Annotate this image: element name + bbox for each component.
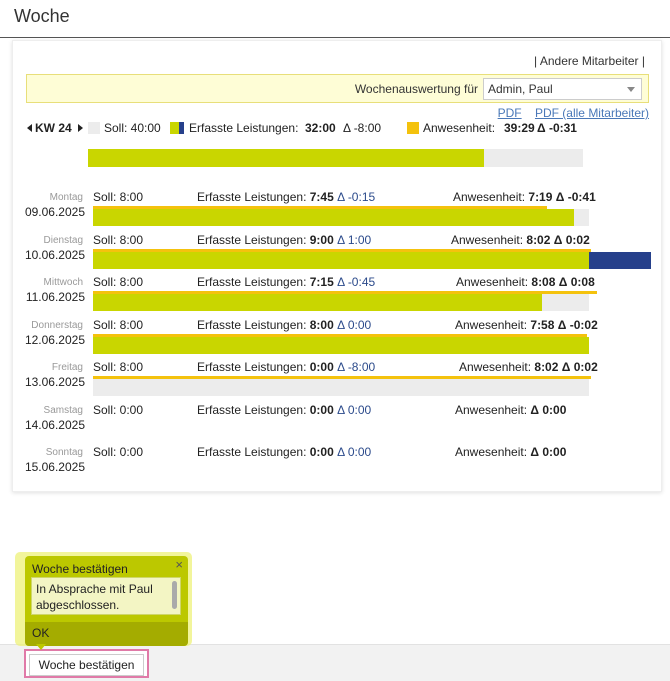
day-erfasst xyxy=(197,233,371,247)
day-bar-fill xyxy=(93,209,574,226)
day-erfasst-label: Erfasste Leistungen: xyxy=(197,275,307,289)
comment-text: In Absprache mit Paul abgeschlossen. xyxy=(36,582,153,612)
day-anwesenheit xyxy=(455,445,566,459)
day-soll: Soll: 0:00 xyxy=(93,445,144,459)
week-erfasst-delta: Δ -8:00 xyxy=(343,121,382,135)
week-erfasst-label: Erfasste Leistungen: xyxy=(189,121,299,135)
day-date: 09.06.2025 xyxy=(24,205,85,219)
day-anwesenheit xyxy=(459,360,598,374)
day-name: Samstag xyxy=(43,404,83,416)
day-row xyxy=(13,271,663,313)
week-summary xyxy=(27,121,657,137)
day-anwesenheit xyxy=(455,318,598,332)
day-erfasst xyxy=(197,275,375,289)
day-date: 13.06.2025 xyxy=(24,375,85,389)
day-name: Sonntag xyxy=(45,447,83,458)
presence-swatch-icon xyxy=(407,122,419,134)
day-anw-delta: Δ -0:02 xyxy=(557,317,598,332)
day-erfasst-value: 9:00 xyxy=(309,232,334,247)
day-date: 12.06.2025 xyxy=(24,332,85,347)
pdf-links xyxy=(488,106,649,120)
day-anwesenheit xyxy=(455,403,566,417)
day-date: 14.06.2025 xyxy=(24,417,85,432)
day-erfasst xyxy=(197,403,371,417)
week-progress-fill xyxy=(88,149,484,167)
day-anw-value: 7:58 xyxy=(530,317,555,332)
day-date: 10.06.2025 xyxy=(24,247,85,262)
day-anw-value: 8:02 xyxy=(534,360,559,374)
day-erfasst-value: 7:45 xyxy=(309,190,334,204)
day-anw-delta: Δ -0:41 xyxy=(555,190,596,204)
day-bar-fill xyxy=(93,294,542,311)
day-erfasst-delta: Δ -8:00 xyxy=(337,360,376,374)
confirm-popup xyxy=(25,556,188,646)
day-bar-fill xyxy=(93,337,589,354)
day-row xyxy=(13,399,663,441)
day-anwesenheit xyxy=(451,233,590,247)
day-soll: Soll: 8:00 xyxy=(93,232,144,247)
close-icon[interactable]: × xyxy=(175,557,183,572)
day-presence-line xyxy=(93,249,591,252)
day-erfasst-delta: Δ 0:00 xyxy=(337,317,372,332)
day-erfasst xyxy=(197,190,375,204)
day-anw-delta: Δ 0:02 xyxy=(561,360,598,374)
week-erfasst-value: 32:00 xyxy=(305,121,336,135)
day-erfasst-delta: Δ -0:45 xyxy=(337,275,376,289)
day-erfasst-label: Erfasste Leistungen: xyxy=(197,402,307,417)
other-employees-link[interactable]: | Andere Mitarbeiter | xyxy=(534,54,645,68)
day-erfasst-label: Erfasste Leistungen: xyxy=(197,317,307,332)
day-erfasst-label: Erfasste Leistungen: xyxy=(197,445,307,459)
select-label: Wochenauswertung für xyxy=(354,82,478,96)
day-anw-label: Anwesenheit: xyxy=(455,402,528,417)
day-bar-background xyxy=(93,379,589,396)
day-bar-fill xyxy=(93,252,589,269)
day-erfasst xyxy=(197,318,371,332)
soll-swatch-icon xyxy=(88,122,100,134)
day-erfasst-value: 0:00 xyxy=(309,445,334,459)
scrollbar[interactable] xyxy=(172,581,177,609)
day-row xyxy=(13,186,663,228)
pdf-link[interactable]: PDF xyxy=(497,106,522,120)
day-anw-label: Anwesenheit: xyxy=(455,445,528,459)
day-row xyxy=(13,314,663,356)
day-name: Montag xyxy=(49,192,83,203)
day-anw-value: 8:08 xyxy=(531,275,556,289)
popup-title: Woche bestätigen xyxy=(32,562,128,576)
day-soll: Soll: 8:00 xyxy=(93,275,144,289)
week-anw-value: 39:29 xyxy=(504,121,535,135)
week-soll: Soll: 40:00 xyxy=(104,121,161,135)
day-anw-label: Anwesenheit: xyxy=(459,360,532,374)
chevron-down-icon xyxy=(627,87,635,92)
day-erfasst-label: Erfasste Leistungen: xyxy=(197,190,307,204)
confirm-week-label: Woche bestätigen xyxy=(29,654,144,676)
day-anw-label: Anwesenheit: xyxy=(451,232,524,247)
day-soll: Soll: 0:00 xyxy=(93,402,144,417)
day-anw-delta: Δ 0:00 xyxy=(530,445,567,459)
day-date: 15.06.2025 xyxy=(24,460,85,474)
day-anw-delta: Δ 0:02 xyxy=(553,232,590,247)
day-anw-label: Anwesenheit: xyxy=(456,275,529,289)
day-anw-delta: Δ 0:08 xyxy=(558,275,595,289)
week-number: KW 24 xyxy=(35,121,72,135)
day-erfasst-label: Erfasste Leistungen: xyxy=(197,232,307,247)
day-anw-label: Anwesenheit: xyxy=(453,190,526,204)
day-name: Freitag xyxy=(51,362,83,373)
employee-select[interactable] xyxy=(483,78,642,100)
prev-week-icon[interactable] xyxy=(27,124,32,132)
day-row xyxy=(13,229,663,271)
day-bar-overtime xyxy=(589,252,651,269)
page-title: Woche xyxy=(14,6,70,26)
day-erfasst xyxy=(197,445,371,459)
day-erfasst-value: 0:00 xyxy=(309,360,334,374)
pdf-all-link[interactable]: PDF (alle Mitarbeiter) xyxy=(534,106,649,120)
day-name: Dienstag xyxy=(43,234,83,246)
day-erfasst-value: 0:00 xyxy=(309,402,334,417)
day-erfasst-delta: Δ 1:00 xyxy=(337,232,372,247)
day-presence-line xyxy=(93,334,587,337)
day-anw-delta: Δ 0:00 xyxy=(530,402,567,417)
day-presence-line xyxy=(93,291,597,294)
day-anwesenheit xyxy=(453,190,596,204)
day-anwesenheit xyxy=(456,275,595,289)
day-soll: Soll: 8:00 xyxy=(93,190,144,204)
day-soll: Soll: 8:00 xyxy=(93,360,144,374)
popup-footer xyxy=(25,622,188,646)
app-header xyxy=(0,0,670,38)
day-erfasst-label: Erfasste Leistungen: xyxy=(197,360,307,374)
day-anw-value: 7:19 xyxy=(528,190,553,204)
employee-select-row xyxy=(26,74,649,103)
confirm-week-button[interactable] xyxy=(24,649,149,678)
ok-button[interactable]: OK xyxy=(32,626,50,640)
day-date: 11.06.2025 xyxy=(25,290,85,304)
week-anw-label: Anwesenheit: xyxy=(423,121,496,135)
week-panel xyxy=(12,40,662,492)
day-presence-line xyxy=(93,376,591,379)
day-row xyxy=(13,356,663,398)
next-week-icon[interactable] xyxy=(78,124,83,132)
comment-textarea[interactable] xyxy=(31,577,181,615)
popup-pointer-icon xyxy=(36,644,46,650)
day-erfasst-value: 8:00 xyxy=(309,317,334,332)
day-presence-line xyxy=(93,206,547,209)
day-erfasst xyxy=(197,360,375,374)
day-anw-value: 8:02 xyxy=(526,232,551,247)
week-anw-delta: Δ -0:31 xyxy=(537,121,577,135)
day-row xyxy=(13,441,663,483)
erfasst-swatch-icon xyxy=(170,122,184,134)
day-erfasst-delta: Δ -0:15 xyxy=(337,190,376,204)
day-erfasst-delta: Δ 0:00 xyxy=(337,445,372,459)
week-progress-bar xyxy=(88,149,583,167)
day-soll: Soll: 8:00 xyxy=(93,317,144,332)
day-name: Donnerstag xyxy=(31,319,83,331)
employee-select-value: Admin, Paul xyxy=(488,82,553,96)
day-erfasst-delta: Δ 0:00 xyxy=(337,402,372,417)
day-name: Mittwoch xyxy=(43,277,83,288)
day-anw-label: Anwesenheit: xyxy=(455,317,528,332)
day-erfasst-value: 7:15 xyxy=(309,275,334,289)
